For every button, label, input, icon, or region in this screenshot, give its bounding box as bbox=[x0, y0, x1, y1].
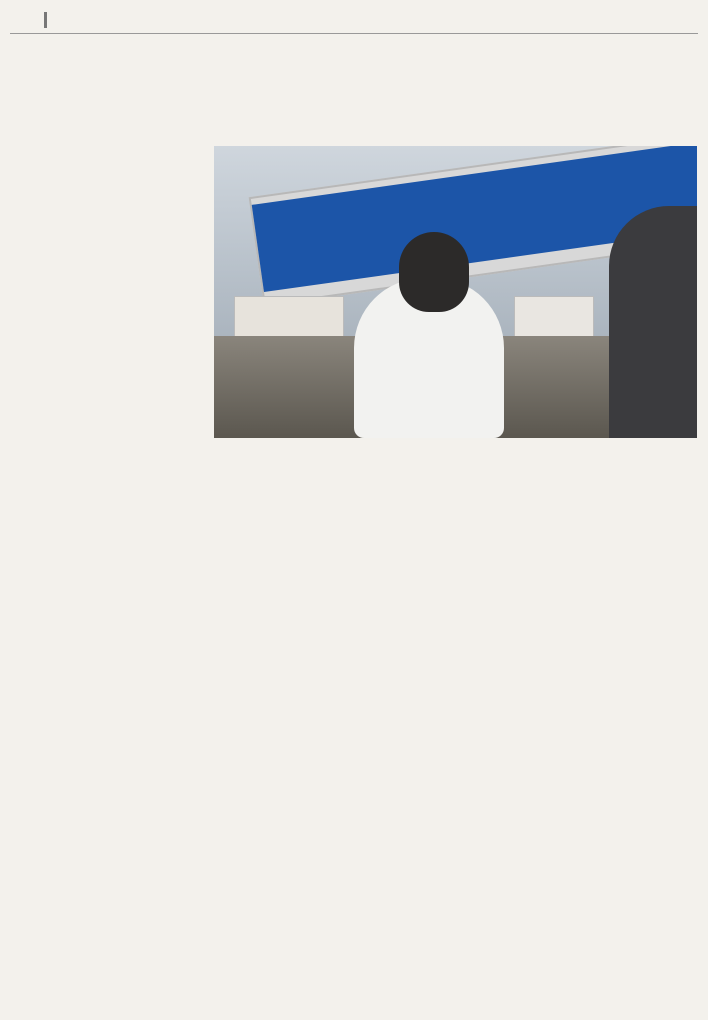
main-headline bbox=[22, 82, 686, 132]
masthead bbox=[10, 6, 698, 34]
column-1 bbox=[22, 146, 202, 152]
news-photo bbox=[214, 146, 697, 438]
edition-meta bbox=[400, 16, 424, 26]
worker-head bbox=[399, 232, 469, 312]
page-separator bbox=[44, 12, 47, 28]
patient-silhouette bbox=[609, 206, 697, 438]
